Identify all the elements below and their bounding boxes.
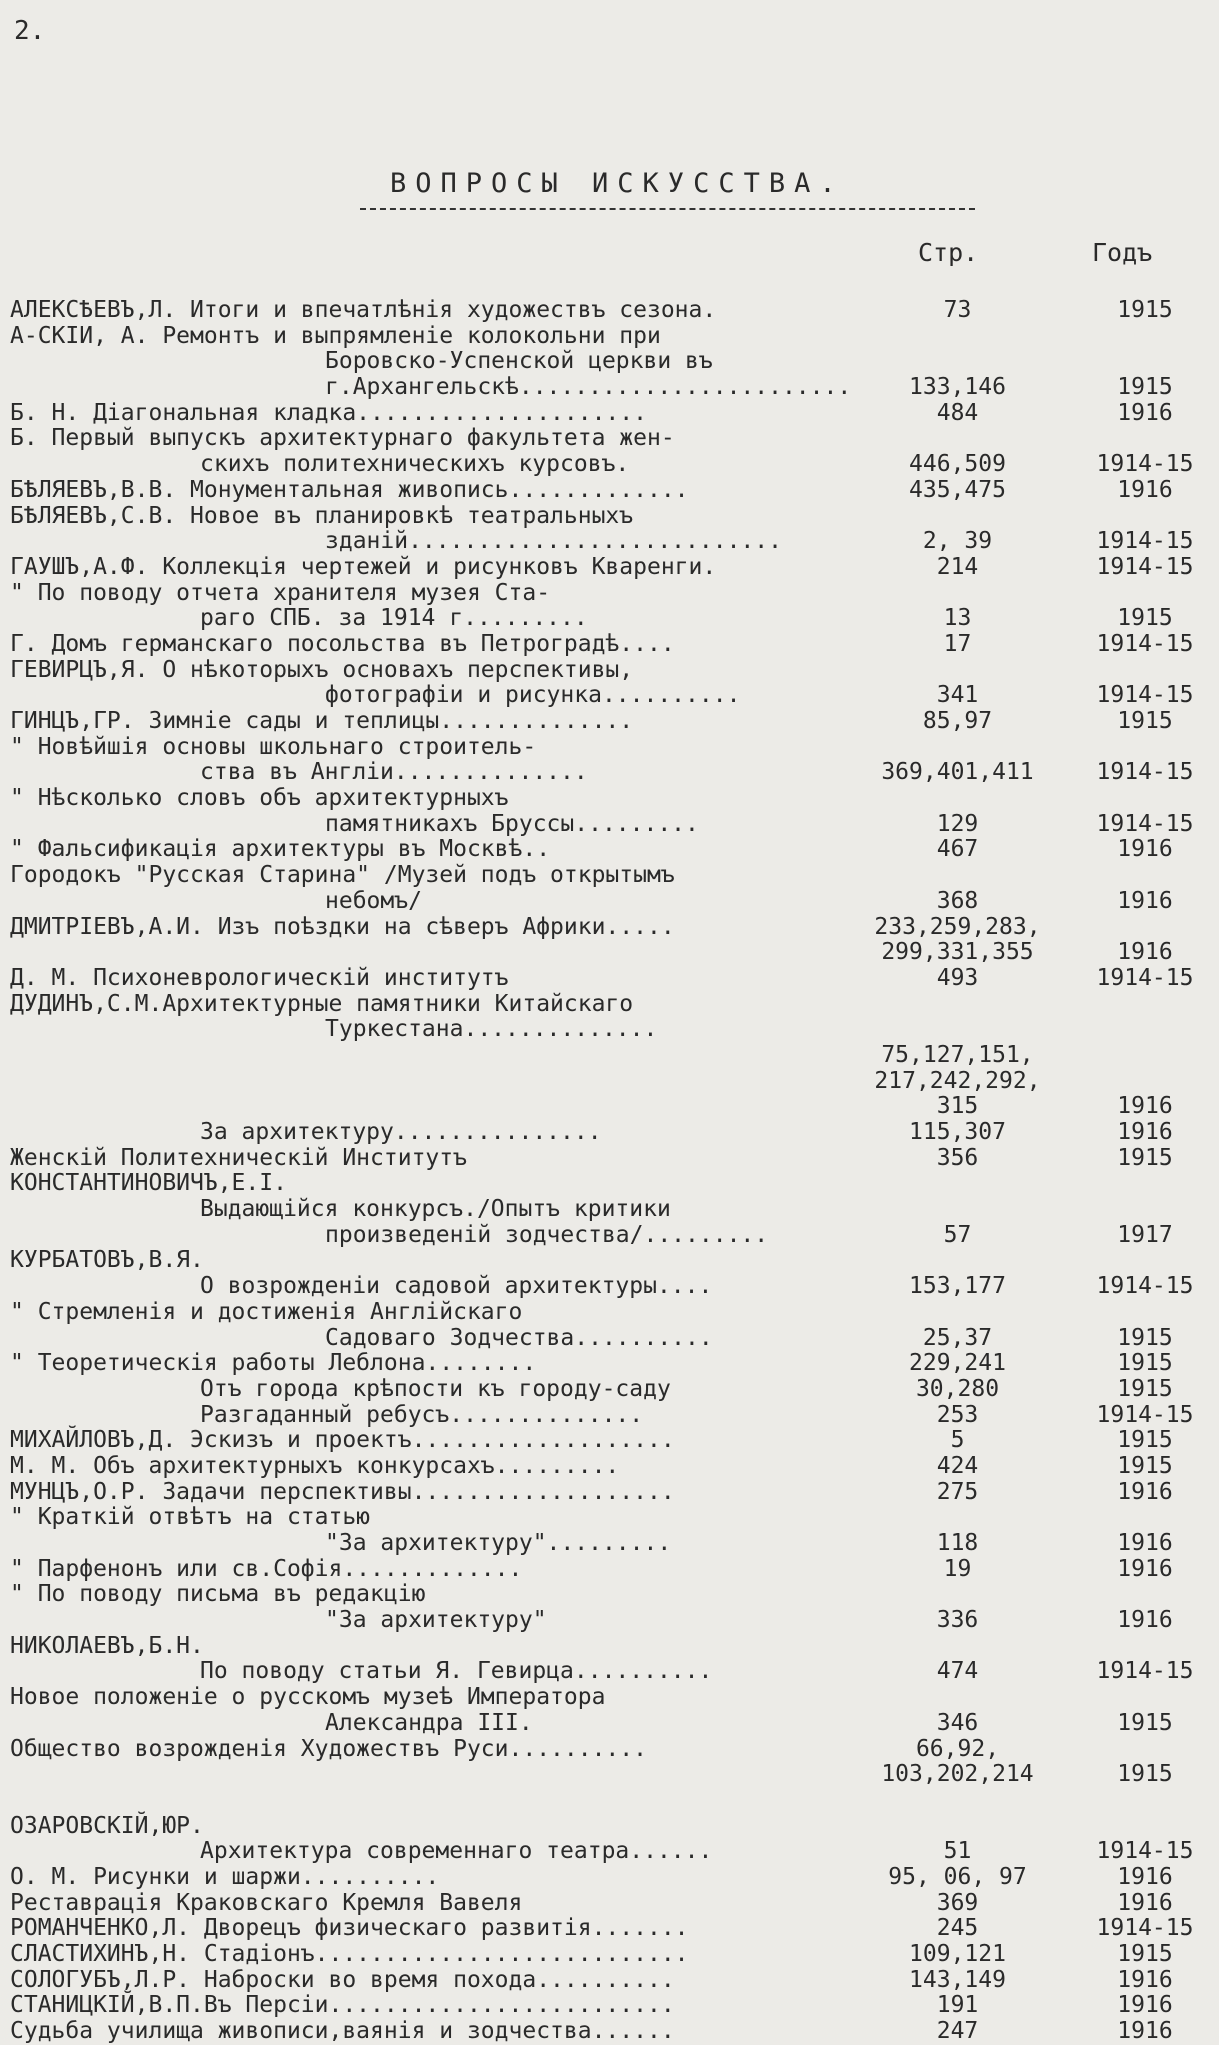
entry-pages: 66,92, [915, 1735, 1000, 1762]
entry-pages: 369,401,411 [881, 759, 1034, 786]
entry-text: О возрожденіи садовой архитектуры.... [200, 1273, 713, 1300]
entry-year: 1915 [1117, 1427, 1173, 1454]
column-header-year: Годъ [1092, 238, 1153, 267]
column-header-page: Стр. [918, 238, 979, 267]
entry-text: МИХАЙЛОВЪ,Д. Эскизъ и проектъ................... [10, 1427, 675, 1454]
index-row [0, 709, 1219, 735]
index-row [0, 1891, 1219, 1917]
entry-pages: 474 [936, 1658, 979, 1685]
entry-pages: 493 [936, 964, 979, 991]
entry-year: 1915 [1117, 1375, 1173, 1402]
entry-text: "За архитектуру"......... [325, 1530, 672, 1556]
entry-year: 1914-15 [1096, 553, 1194, 580]
entry-text: " Новѣйшія основы школьнаго строитель- [10, 733, 537, 760]
entry-text: ДУДИНЪ,С.М.Архитектурные памятники Китайскаго [10, 990, 634, 1017]
index-row [0, 452, 1219, 478]
entry-year: 1916 [1117, 1555, 1173, 1582]
index-row [0, 1428, 1219, 1454]
entry-year: 1915 [1117, 1941, 1173, 1967]
entry-text: Новое положеніе о русскомъ музеѣ Императора [10, 1684, 606, 1711]
entry-year: 1914-15 [1096, 964, 1194, 991]
index-row [0, 786, 1219, 812]
entry-text: НИКОЛАЕВЪ,Б.Н. [10, 1632, 204, 1659]
entry-pages: 133,146 [909, 374, 1006, 401]
entry-text: ОЗАРОВСКІЙ,ЮР. [10, 1812, 204, 1839]
entry-text: АЛЕКСѢЕВЪ,Л. Итоги и впечатлѣнія художествъ сезона. [10, 297, 717, 323]
index-row [0, 1531, 1219, 1557]
entry-text: Садоваго Зодчества.......... [325, 1324, 713, 1351]
entry-year: 1914-15 [1096, 810, 1194, 837]
entry-text: БѢЛЯЕВЪ,С.В. Новое въ планировкѣ театральныхъ [10, 502, 634, 529]
entry-year: 1915 [1117, 1144, 1173, 1171]
entry-text: Судьба училища живописи,ваянія и зодчества...... [10, 2018, 675, 2045]
entry-text: МУНЦЪ,О.Р. Задачи перспективы................... [10, 1478, 675, 1505]
index-row [0, 1711, 1219, 1737]
entry-year: 1914-15 [1096, 1401, 1194, 1428]
entry-text: " По поводу отчета хранителя музея Ста- [10, 579, 551, 606]
entry-year: 1915 [1117, 605, 1173, 632]
entry-pages: 30,280 [915, 1375, 1000, 1402]
entry-year: 1914-15 [1096, 1273, 1194, 1300]
entry-year: 1916 [1117, 1966, 1173, 1993]
entry-year: 1916 [1117, 1119, 1173, 1145]
entry-pages: 467 [936, 836, 979, 863]
index-row [0, 298, 1219, 324]
index-row [0, 504, 1219, 530]
entry-pages: 275 [936, 1478, 979, 1505]
entry-text: "За архитектуру" [325, 1607, 547, 1634]
index-row [0, 1968, 1219, 1994]
entry-text: произведеній зодчества/......... [325, 1221, 769, 1248]
index-row [0, 1120, 1219, 1146]
entry-text: Разгаданный ребусъ.............. [200, 1401, 644, 1428]
index-row [0, 863, 1219, 889]
entry-pages: 484 [936, 399, 979, 426]
index-row [0, 1069, 1219, 1095]
entry-text: " Теоретическія работы Леблона........ [10, 1350, 537, 1377]
entry-pages: 336 [936, 1607, 979, 1634]
entry-pages: 25,37 [922, 1324, 993, 1351]
entry-year: 1915 [1117, 1350, 1173, 1377]
index-row [0, 2019, 1219, 2045]
entry-text: О. М. Рисунки и шаржи.......... [10, 1863, 440, 1890]
entry-pages: 13 [943, 605, 972, 632]
entry-year: 1915 [1117, 1452, 1173, 1479]
entry-year: 1916 [1117, 1607, 1173, 1634]
index-row [0, 1916, 1219, 1942]
entry-pages: 315 [936, 1093, 979, 1120]
entry-text: " Парфенонъ или св.Софія............. [10, 1555, 523, 1582]
entry-pages: 253 [936, 1401, 979, 1428]
index-row [0, 1403, 1219, 1429]
index-row [0, 1274, 1219, 1300]
index-row [0, 1865, 1219, 1891]
entry-year: 1914-15 [1096, 528, 1194, 555]
entry-text: КОНСТАНТИНОВИЧЪ,Е.І. [10, 1170, 287, 1197]
entry-text: Женскій Политехническій Институтъ [10, 1144, 467, 1171]
index-row [0, 555, 1219, 581]
index-entries [0, 298, 1219, 2045]
entry-pages: 73 [943, 297, 972, 323]
entry-pages: 369 [936, 1889, 979, 1916]
index-row [0, 1480, 1219, 1506]
index-row [0, 735, 1219, 761]
entry-text: Д. М. Психоневрологическій институтъ [10, 964, 509, 991]
entry-pages: 435,475 [909, 476, 1006, 503]
entry-year: 1916 [1117, 939, 1173, 966]
index-row [0, 324, 1219, 350]
index-row [0, 1248, 1219, 1274]
entry-text: ства въ Англіи.............. [200, 759, 588, 786]
entry-year: 1916 [1117, 1093, 1173, 1120]
index-row [0, 1223, 1219, 1249]
entry-pages: 57 [943, 1221, 972, 1248]
entry-text: СОЛОГУБЪ,Л.Р. Наброски во время похода.......... [10, 1966, 675, 1993]
entry-pages: 95, 06, 97 [888, 1863, 1027, 1890]
entry-year: 1914-15 [1096, 630, 1194, 657]
entry-year: 1916 [1117, 399, 1173, 426]
index-row [0, 1993, 1219, 2019]
index-row [0, 1326, 1219, 1352]
entry-text: " По поводу письма въ редакцію [10, 1581, 426, 1608]
entry-pages: 115,307 [909, 1119, 1006, 1145]
entry-year: 1916 [1117, 1478, 1173, 1505]
entry-text: " Краткій отвѣтъ на статью [10, 1504, 371, 1531]
entry-text: небомъ/ [325, 887, 422, 914]
entry-pages: 143,149 [909, 1966, 1006, 1993]
index-row [0, 349, 1219, 375]
entry-pages: 118 [936, 1530, 979, 1556]
entry-text: М. М. Объ архитектурныхъ конкурсахъ......... [10, 1452, 620, 1479]
index-row [0, 1043, 1219, 1069]
entry-year: 1914-15 [1096, 1838, 1194, 1865]
index-row [0, 529, 1219, 555]
index-row [0, 1377, 1219, 1403]
index-row [0, 915, 1219, 941]
index-row [0, 426, 1219, 452]
entry-text: Общество возрожденія Художествъ Руси.......... [10, 1735, 647, 1762]
entry-year: 1914-15 [1096, 759, 1194, 786]
entry-text: Б. Первый выпускъ архитектурнаго факультета жен- [10, 425, 675, 452]
entry-pages: 2, 39 [922, 528, 993, 555]
entry-text: КУРБАТОВЪ,В.Я. [10, 1247, 204, 1274]
index-row [0, 1094, 1219, 1120]
entry-text: г.Архангельскѣ........................ [325, 374, 852, 401]
title-underline [360, 208, 975, 210]
entry-year: 1915 [1117, 708, 1173, 734]
entry-year: 1916 [1117, 2018, 1173, 2045]
entry-text: Боровско-Успенской церкви въ [325, 348, 713, 375]
entry-pages: 217,242,292, [874, 1067, 1041, 1094]
index-row [0, 1659, 1219, 1685]
entry-pages: 214 [936, 553, 979, 580]
entry-pages: 346 [936, 1709, 979, 1736]
index-row [0, 837, 1219, 863]
index-row [0, 1171, 1219, 1197]
entry-pages: 341 [936, 682, 979, 709]
index-row [0, 812, 1219, 838]
entry-text: ГАУШЪ,А.Ф. Коллекція чертежей и рисунковъ Кваренги. [10, 553, 717, 580]
entry-year: 1916 [1117, 476, 1173, 503]
entry-year: 1916 [1117, 836, 1173, 863]
index-row [0, 581, 1219, 607]
index-row [0, 1839, 1219, 1865]
entry-pages: 229,241 [909, 1350, 1006, 1377]
index-row [0, 1814, 1219, 1840]
entry-text: СЛАСТИХИНЪ,Н. Стадіонъ........................... [10, 1941, 689, 1967]
entry-text: " Стремленія и достиженія Англійскаго [10, 1298, 523, 1325]
entry-year: 1916 [1117, 887, 1173, 914]
index-row [0, 940, 1219, 966]
entry-year: 1915 [1117, 1761, 1173, 1788]
index-row [0, 1582, 1219, 1608]
entry-year: 1914-15 [1096, 1915, 1194, 1942]
entry-year: 1917 [1117, 1221, 1173, 1248]
entry-pages: 247 [936, 2018, 979, 2045]
index-row [0, 1737, 1219, 1763]
index-row [0, 1788, 1219, 1814]
entry-year: 1915 [1117, 374, 1173, 401]
entry-pages: 129 [936, 810, 979, 837]
entry-pages: 245 [936, 1915, 979, 1942]
entry-text: ГЕВИРЦЪ,Я. О нѣкоторыхъ основахъ перспективы, [10, 656, 634, 683]
entry-year: 1914-15 [1096, 1658, 1194, 1685]
entry-text: раго СПБ. за 1914 г......... [200, 605, 588, 632]
entry-pages: 5 [950, 1427, 965, 1454]
index-row [0, 1017, 1219, 1043]
entry-year: 1915 [1117, 1324, 1173, 1351]
entry-text: БѢЛЯЕВЪ,В.В. Монументальная живопись............. [10, 476, 689, 503]
entry-pages: 368 [936, 887, 979, 914]
entry-year: 1916 [1117, 1889, 1173, 1916]
entry-year: 1914-15 [1096, 451, 1194, 478]
entry-text: Городокъ "Русская Старина" /Музей подъ открытымъ [10, 862, 675, 889]
index-row [0, 1197, 1219, 1223]
entry-text: Александра III. [325, 1709, 533, 1736]
index-row [0, 1634, 1219, 1660]
index-row [0, 478, 1219, 504]
index-row [0, 1942, 1219, 1968]
index-row [0, 1762, 1219, 1788]
entry-pages: 17 [943, 630, 972, 657]
entry-text: Г. Домъ германскаго посольства въ Петроградѣ.... [10, 630, 675, 657]
entry-year: 1916 [1117, 1530, 1173, 1556]
entry-pages: 85,97 [922, 708, 993, 734]
entry-year: 1914-15 [1096, 682, 1194, 709]
index-row [0, 606, 1219, 632]
entry-pages: 233,259,283, [874, 913, 1041, 940]
entry-text: Б. Н. Діагональная кладка..................... [10, 399, 647, 426]
entry-text: " Нѣсколько словъ объ архитектурныхъ [10, 785, 509, 812]
entry-pages: 103,202,214 [881, 1761, 1034, 1788]
index-row [0, 1685, 1219, 1711]
entry-year: 1916 [1117, 1992, 1173, 2019]
entry-text: Реставрація Краковскаго Кремля Вавеля [10, 1889, 523, 1916]
entry-text: фотографіи и рисунка.......... [325, 682, 741, 709]
entry-text: ДМИТРІЕВЪ,А.И. Изъ поѣздки на сѣверъ Африки..... [10, 913, 675, 940]
entry-text: Выдающійся конкурсъ./Опытъ критики [200, 1196, 671, 1223]
entry-text: Архитектура современнаго театра...... [200, 1838, 713, 1865]
entry-year: 1915 [1117, 297, 1173, 323]
index-row [0, 1505, 1219, 1531]
entry-text: " Фальсификація архитектуры въ Москвѣ.. [10, 836, 551, 863]
entry-pages: 153,177 [909, 1273, 1006, 1300]
entry-pages: 356 [936, 1144, 979, 1171]
index-row [0, 1300, 1219, 1326]
entry-pages: 19 [943, 1555, 972, 1582]
entry-text: За архитектуру............... [200, 1119, 602, 1145]
entry-text: По поводу статьи Я. Гевирца.......... [200, 1658, 713, 1685]
index-row [0, 632, 1219, 658]
entry-text: ГИНЦЪ,ГР. Зимніе сады и теплицы.............. [10, 708, 634, 734]
index-row [0, 760, 1219, 786]
entry-pages: 191 [936, 1992, 979, 2019]
index-row [0, 375, 1219, 401]
page-title: ВОПРОСЫ ИСКУССТВА. [390, 168, 845, 199]
index-row [0, 658, 1219, 684]
page-number: 2. [14, 16, 46, 46]
index-row [0, 401, 1219, 427]
index-row [0, 966, 1219, 992]
index-row [0, 1351, 1219, 1377]
entry-text: Отъ города крѣпости къ городу-саду [200, 1375, 671, 1402]
entry-text: А-СКІИ, А. Ремонтъ и выпрямленіе колокольни при [10, 322, 661, 349]
entry-text: СТАНИЦКІЙ,В.П.Въ Персіи......................... [10, 1992, 675, 2019]
entry-pages: 424 [936, 1452, 979, 1479]
entry-text: скихъ политехническихъ курсовъ. [200, 451, 630, 478]
index-row [0, 1557, 1219, 1583]
index-row [0, 992, 1219, 1018]
entry-text: памятникахъ Бруссы......... [325, 810, 699, 837]
entry-pages: 109,121 [909, 1941, 1006, 1967]
entry-text: Туркестана.............. [325, 1016, 658, 1043]
entry-text: зданій........................... [325, 528, 782, 555]
entry-year: 1915 [1117, 1709, 1173, 1736]
index-row [0, 683, 1219, 709]
index-row [0, 1608, 1219, 1634]
entry-pages: 446,509 [909, 451, 1006, 478]
entry-text: РОМАНЧЕНКО,Л. Дворецъ физическаго развитія....... [10, 1915, 689, 1942]
entry-pages: 299,331,355 [881, 939, 1034, 966]
index-row [0, 889, 1219, 915]
index-row [0, 1454, 1219, 1480]
entry-year: 1916 [1117, 1863, 1173, 1890]
index-row [0, 1146, 1219, 1172]
entry-pages: 51 [943, 1838, 972, 1865]
entry-pages: 75,127,151, [881, 1041, 1034, 1068]
